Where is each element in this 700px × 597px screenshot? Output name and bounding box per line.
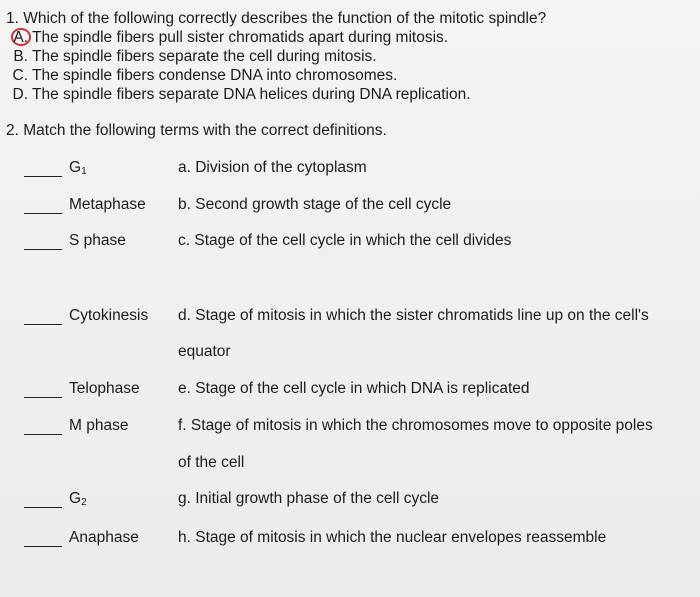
answer-blank[interactable] [24, 324, 62, 325]
option-text: The spindle fibers pull sister chromatids apart during mitosis. [32, 29, 449, 46]
option-letter: D. [12, 86, 28, 103]
answer-blank[interactable] [24, 397, 62, 398]
term-subscript: 1 [81, 166, 87, 177]
option-text: The spindle fibers condense DNA into chromosomes. [32, 67, 398, 84]
option-a [6, 28, 546, 47]
option-letter: C. [12, 67, 28, 84]
definition-continuation: of the cell [178, 454, 245, 471]
term-text: G [69, 159, 82, 176]
question-1 [6, 9, 546, 104]
answer-blank[interactable] [24, 507, 62, 508]
term-label: Telophase [69, 380, 140, 397]
term-label: Cytokinesis [69, 307, 149, 324]
question-1-stem: 1. Which of the following correctly describes the function of the mitotic spindle? [6, 10, 547, 27]
option-letter: A. [13, 29, 28, 46]
option-text: The spindle fibers separate the cell during mitosis. [32, 48, 377, 65]
answer-blank[interactable] [24, 176, 62, 177]
definition-label: f. Stage of mitosis in which the chromosomes move to opposite poles [178, 417, 653, 434]
term-label [69, 159, 87, 177]
option-text: The spindle fibers separate DNA helices during DNA replication. [32, 86, 471, 103]
definition-label: a. Division of the cytoplasm [178, 159, 367, 176]
answer-blank[interactable] [24, 434, 62, 435]
definition-label: d. Stage of mitosis in which the sister chromatids line up on the cell's [178, 307, 649, 324]
definition-continuation: equator [178, 343, 231, 360]
definition-label: h. Stage of mitosis in which the nuclear envelopes reassemble [178, 529, 607, 546]
option-letter: B. [13, 48, 28, 65]
term-text: G [69, 490, 82, 507]
definition-label: g. Initial growth phase of the cell cycle [178, 490, 440, 507]
question-2-stem: 2. Match the following terms with the correct definitions. [6, 122, 387, 139]
term-label: S phase [69, 232, 126, 249]
term-label: M phase [69, 417, 129, 434]
option-d [6, 85, 546, 104]
term-subscript: 2 [81, 497, 87, 508]
option-c [6, 66, 546, 85]
answer-blank[interactable] [24, 546, 62, 547]
definition-label: e. Stage of the cell cycle in which DNA is replicated [178, 380, 530, 397]
answer-blank[interactable] [24, 213, 62, 214]
term-label: Metaphase [69, 196, 146, 213]
option-b [6, 47, 546, 66]
definition-label: b. Second growth stage of the cell cycle [178, 196, 452, 213]
answer-blank[interactable] [24, 249, 62, 250]
term-label [69, 490, 87, 508]
term-label: Anaphase [69, 529, 139, 546]
definition-label: c. Stage of the cell cycle in which the cell divides [178, 232, 512, 249]
